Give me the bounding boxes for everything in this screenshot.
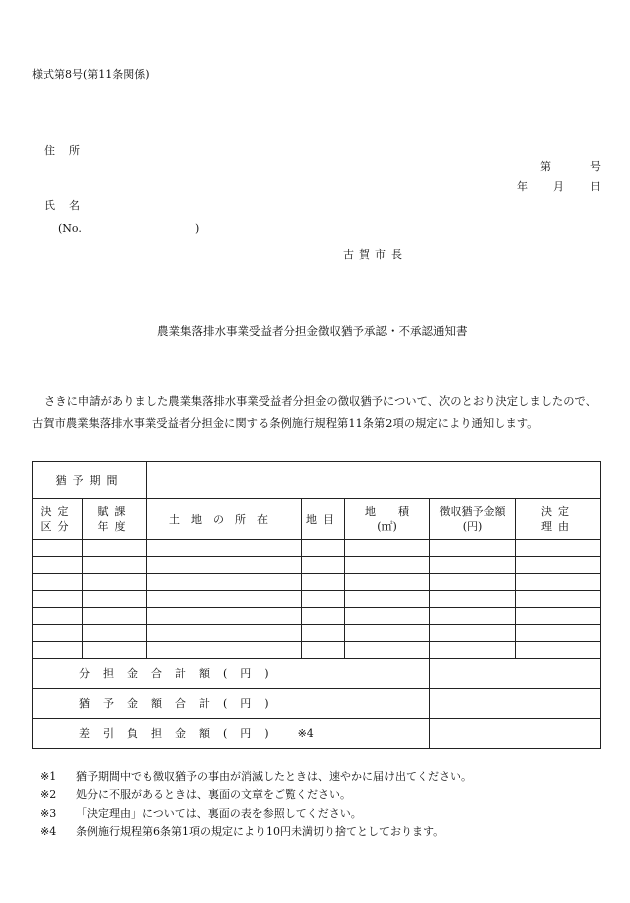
deferral-table [32,461,601,749]
table-cell [83,540,147,557]
table-cell [302,625,345,642]
col-deferred-amount: 徴収猶予金額 (円) [430,499,516,540]
note-2: ※2 処分に不服があるときは、裏面の文章をご覧ください。 [40,788,351,802]
body-text: さきに申請がありました農業集落排水事業受益者分担金の徴収猶予について、次のとおり決定しましたので、古賀市農業集落排水事業受益者分担金に関する条例施行規程第11条第2項の規定により通知します。 [32,395,597,430]
summary-row-total [33,659,601,689]
column-header-row [33,499,601,540]
table-cell [345,608,430,625]
table-cell [33,608,83,625]
summary-label-net: 差引負担金額(円) ※4 [33,719,430,749]
table-cell [147,642,302,659]
recipient-number-close: ) [195,222,200,235]
note-3: ※3 「決定理由」については、裏面の表を参照してください。 [40,806,362,820]
col-land-location: 土地の所在 [147,499,302,540]
table-row [33,557,601,574]
table-cell [83,625,147,642]
table-row [33,574,601,591]
notes [40,768,472,842]
date-day-label: 日 [590,180,601,193]
period-value [147,462,601,499]
note-1: ※1 猶予期間中でも徴収猶予の事由が消滅したときは、速やかに届け出てください。 [40,770,472,783]
document-title: 農業集落排水事業受益者分担金徴収猶予承認・不承認通知書 [157,324,468,338]
table-cell [430,625,516,642]
table-cell [302,540,345,557]
summary-row-deferred [33,689,601,719]
col-levy-year: 賦課 年度 [83,499,147,540]
table-cell [302,608,345,625]
issuer: 古賀市長 [343,248,407,261]
col-decision-type: 決定 区分 [33,499,83,540]
table-cell [147,557,302,574]
summary-row-net [33,719,601,749]
table-cell [345,591,430,608]
summary-value-net [430,719,601,749]
table-cell [302,574,345,591]
table-cell [147,625,302,642]
table-cell [430,557,516,574]
table-cell [33,574,83,591]
table-cell [516,591,601,608]
date-month-label: 月 [553,180,564,193]
table-cell [33,540,83,557]
doc-number-prefix: 第 [540,160,551,173]
date-year-label: 年 [517,180,528,193]
period-row [33,462,601,499]
table-row [33,625,601,642]
note-4: ※4 条例施行規程第6条第1項の規定により10円未満切り捨てとしております。 [40,825,445,839]
col-decision-reason: 決定 理由 [516,499,601,540]
table-cell [83,557,147,574]
table-row [33,540,601,557]
table-cell [430,642,516,659]
table-cell [345,625,430,642]
note-mark-4: ※4 [297,727,314,740]
table-cell [83,574,147,591]
name-label: 氏名 [44,199,94,212]
table-cell [83,591,147,608]
table-cell [516,557,601,574]
table-cell [33,591,83,608]
table-cell [430,608,516,625]
table-cell [345,574,430,591]
table-row [33,642,601,659]
summary-value-total [430,659,601,689]
table-cell [147,608,302,625]
table-cell [516,574,601,591]
table-row [33,591,601,608]
table-cell [147,540,302,557]
table-cell [302,557,345,574]
recipient-number-open: (No. [58,222,82,235]
col-land-area: 地 積 (㎡) [345,499,430,540]
summary-label-deferred: 猶予金額合計(円) [33,689,430,719]
summary-label-total: 分担金合計額(円) [33,659,430,689]
table-cell [33,625,83,642]
table-cell [302,642,345,659]
table-cell [147,591,302,608]
table-cell [147,574,302,591]
table-cell [302,591,345,608]
table-cell [516,642,601,659]
table-row [33,608,601,625]
summary-value-deferred [430,689,601,719]
table-cell [345,557,430,574]
period-label: 猶予期間 [33,462,147,499]
table-cell [430,540,516,557]
table-cell [345,540,430,557]
table-cell [33,642,83,659]
table-cell [430,591,516,608]
table-cell [430,574,516,591]
table-cell [33,557,83,574]
table-cell [516,540,601,557]
table-cell [516,625,601,642]
col-land-category: 地目 [302,499,345,540]
table-cell [83,608,147,625]
table-cell [345,642,430,659]
doc-number-suffix: 号 [590,160,601,173]
table-cell [83,642,147,659]
form-number: 様式第8号(第11条関係) [32,68,150,81]
address-label: 住所 [44,144,94,157]
table-cell [516,608,601,625]
